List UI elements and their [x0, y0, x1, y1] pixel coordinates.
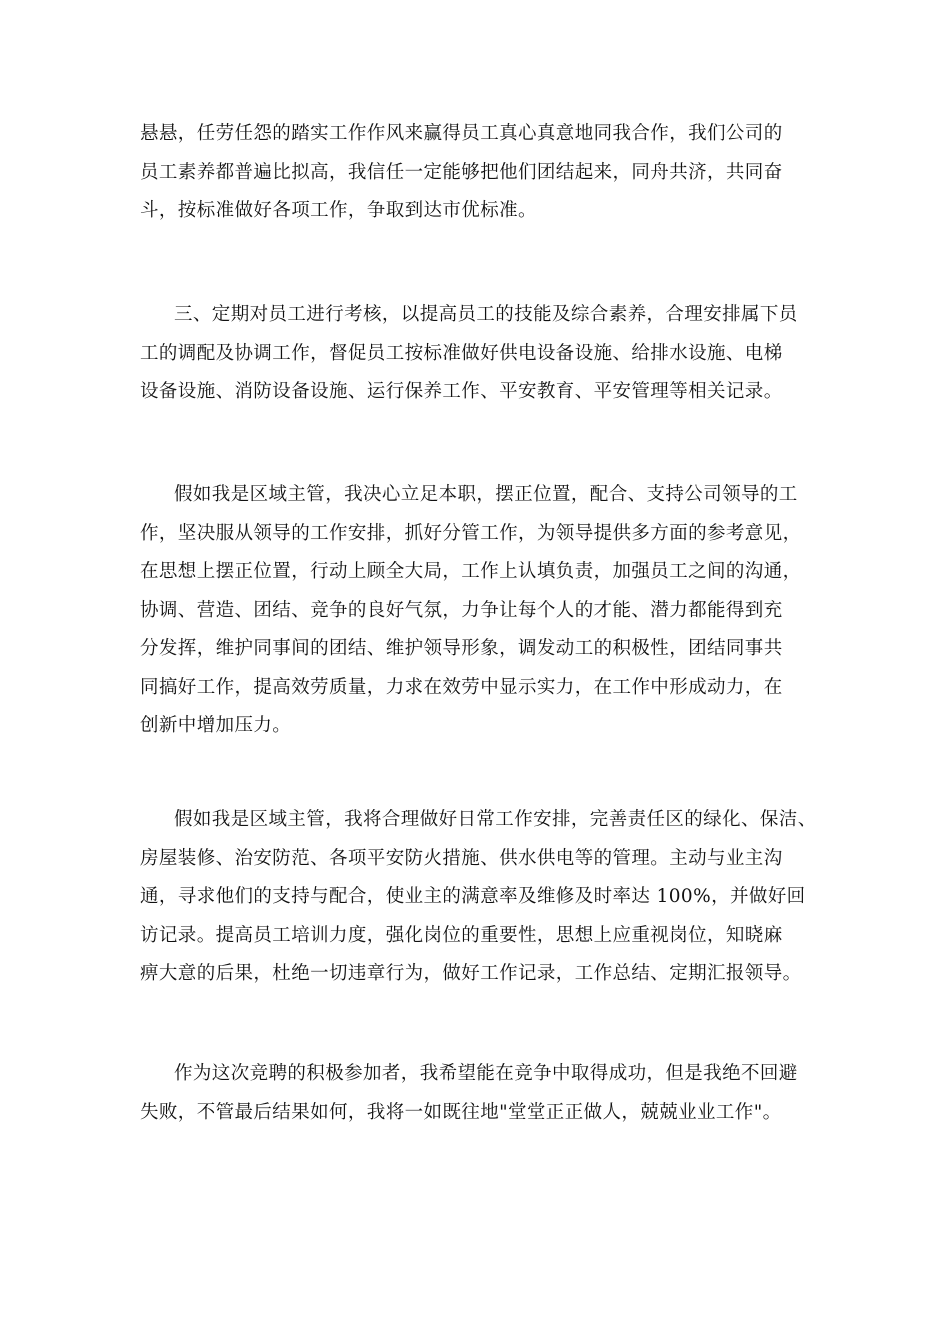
text-line: 通，寻求他们的支持与配合，使业主的满意率及维修及时率达 100%，并做好回 [140, 886, 806, 907]
text-line: 协调、营造、团结、竞争的良好气氛，力争让每个人的才能、潜力都能得到充 [140, 599, 783, 621]
text-line: 作，坚决服从领导的工作安排，抓好分管工作，为领导提供多方面的参考意见， [140, 522, 802, 544]
paragraph-supervisor-plan [140, 801, 820, 994]
text-line: 房屋装修、治安防范、各项平安防火措施、供水供电等的管理。主动与业主沟 [140, 847, 783, 869]
text-line: 设备设施、消防设备设施、运行保养工作、平安教育、平安管理等相关记录。 [140, 381, 783, 402]
text-line: 痹大意的后果，杜绝一切违章行为，做好工作记录，工作总结、定期汇报领导。 [140, 963, 802, 984]
text-line: 在思想上摆正位置，行动上顾全大局，工作上认填负责，加强员工之间的沟通， [140, 561, 802, 582]
text-line: 同搞好工作，提高效劳质量，力求在效劳中显示实力，在工作中形成动力，在 [140, 676, 783, 698]
text-line: 斗，按标准做好各项工作，争取到达市优标准。 [140, 200, 537, 221]
text-line: 访记录。提高员工培训力度，强化岗位的重要性，思想上应重视岗位，知晓麻 [140, 924, 783, 946]
text-line: 失败，不管最后结果如何，我将一如既往地"堂堂正正做人，兢兢业业工作"。 [140, 1101, 782, 1123]
text-line: 创新中增加压力。 [140, 715, 292, 736]
text-line: 假如我是区域主管，我决心立足本职，摆正位置，配合、支持公司领导的工 [174, 484, 798, 505]
text-line: 作为这次竞聘的积极参加者，我希望能在竞争中取得成功，但是我绝不回避 [174, 1063, 798, 1084]
paragraph-closing [140, 1055, 820, 1132]
text-line: 悬悬，任劳任怨的踏实工作作风来赢得员工真心真意地同我合作，我们公司的 [140, 123, 783, 144]
paragraph-item-three [140, 296, 820, 412]
paragraph-continuation [140, 115, 820, 231]
text-line: 假如我是区域主管，我将合理做好日常工作安排，完善责任区的绿化、保洁、 [174, 809, 817, 830]
paragraph-supervisor-commitment [140, 476, 820, 746]
text-line: 分发挥，维护同事间的团结、维护领导形象，调发动工的积极性，团结同事共 [140, 638, 783, 659]
text-line: 员工素养都普遍比拟高，我信任一定能够把他们团结起来，同舟共济，共同奋 [140, 161, 783, 183]
text-line: 工的调配及协调工作，督促员工按标准做好供电设备设施、给排水设施、电梯 [140, 342, 783, 364]
text-line: 三、定期对员工进行考核，以提高员工的技能及综合素养，合理安排属下员 [174, 304, 798, 325]
